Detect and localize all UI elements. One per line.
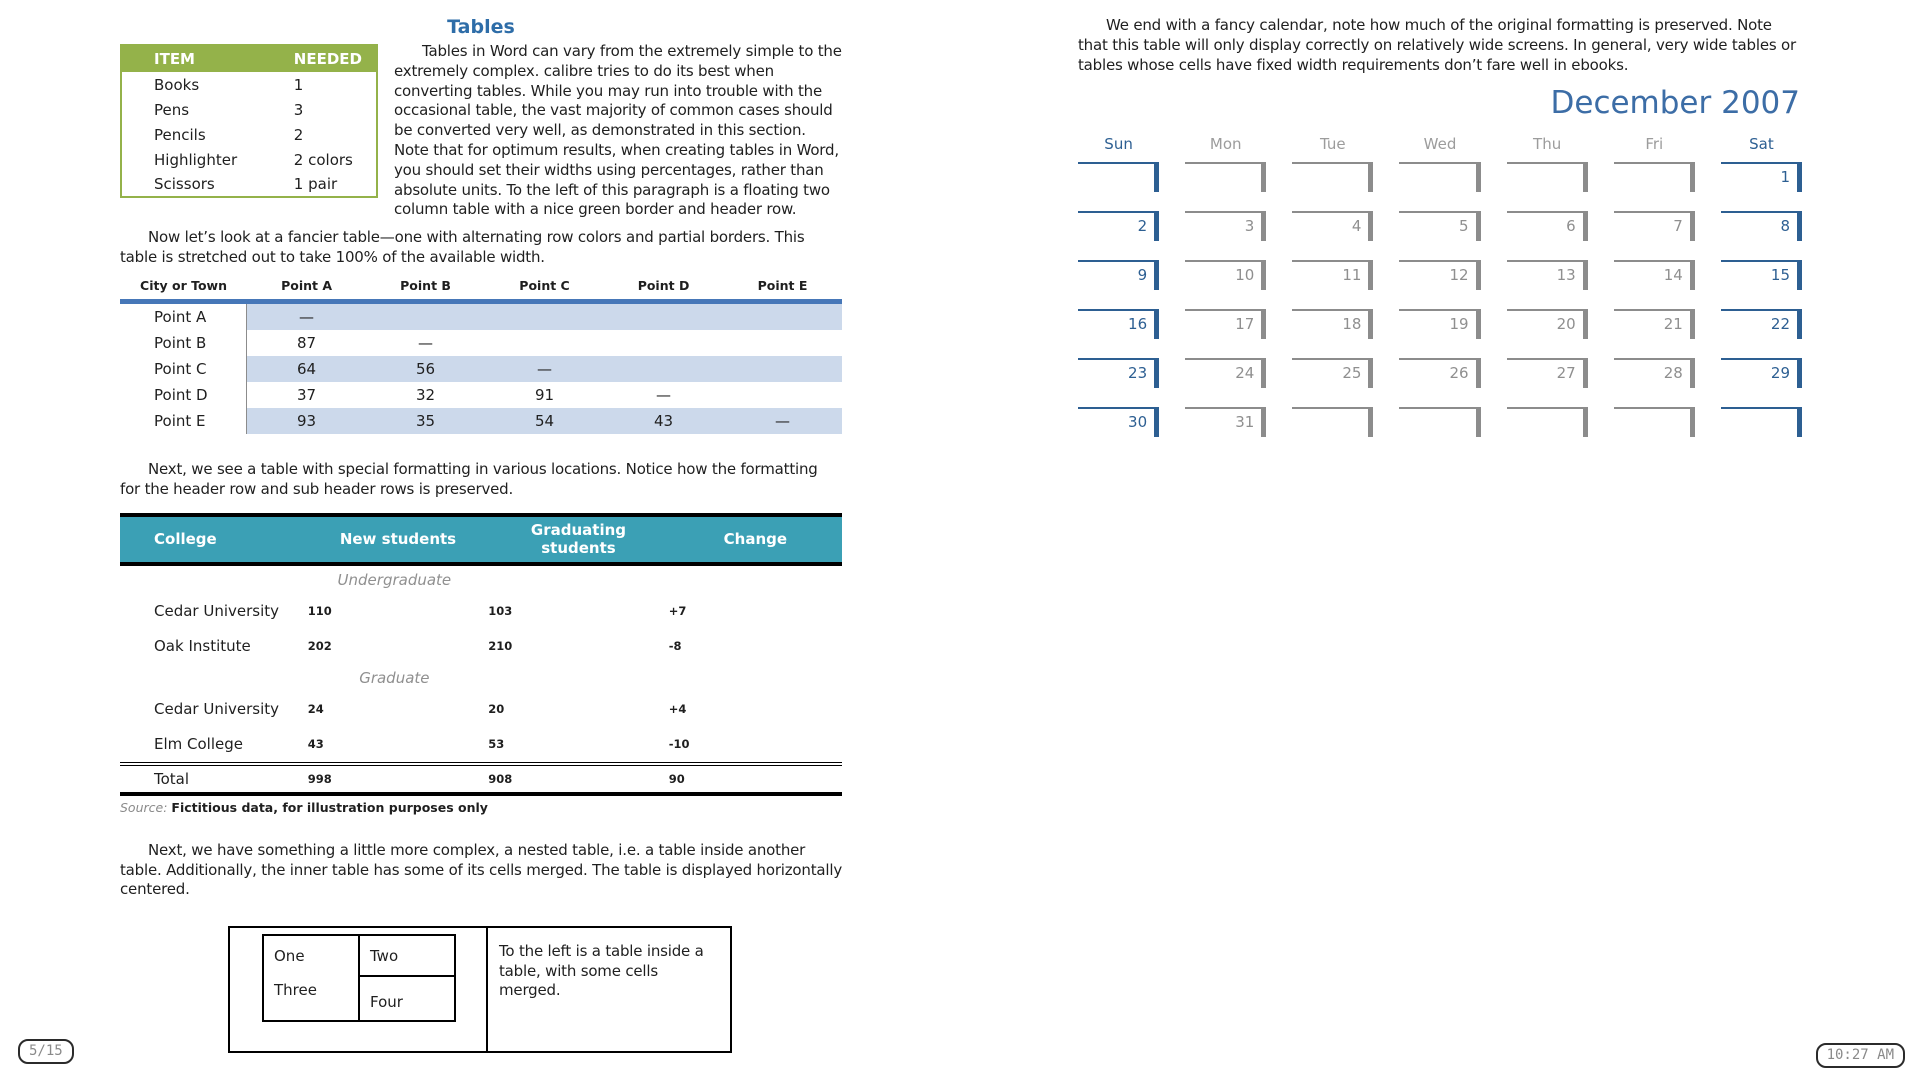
table-row (120, 408, 842, 434)
distance-cell (723, 382, 842, 408)
column-header: Point D (637, 277, 690, 293)
distance-cell (723, 356, 842, 382)
distance-table-header (120, 278, 842, 304)
table-row (121, 122, 377, 147)
distance-cell (485, 304, 604, 330)
distance-cell: 54 (485, 408, 604, 434)
calendar-day-cell (1614, 162, 1695, 190)
calendar-day-cell: 18 (1292, 309, 1373, 337)
distance-cell (366, 304, 485, 330)
college-table (120, 513, 842, 815)
distance-cell (723, 330, 842, 356)
item-cell: Pens (154, 100, 190, 119)
row-label: Point B (120, 330, 247, 356)
calendar-day-cell: 15 (1721, 260, 1802, 288)
table-row (120, 382, 842, 408)
calendar-day-cell (1292, 407, 1373, 435)
distance-cell: — (247, 304, 366, 330)
supplies-header-needed: NEEDED (262, 45, 377, 72)
table-header-row (121, 45, 377, 72)
item-cell: Scissors (154, 175, 215, 193)
calendar-day-cell (1185, 162, 1266, 190)
calendar-day-cell (1292, 162, 1373, 190)
right-page-column (1078, 16, 1802, 456)
calendar-day-cell (1721, 407, 1802, 435)
table-row (120, 356, 842, 382)
subheader-graduate: Graduate (359, 668, 430, 687)
row-label: Point A (120, 304, 247, 330)
calendar-day-cell: 7 (1614, 211, 1695, 239)
college-name: Cedar University (154, 700, 280, 719)
calendar-day-cell: 24 (1185, 358, 1266, 386)
table-row (120, 629, 842, 664)
distance-cell: 35 (366, 408, 485, 434)
table-row (120, 594, 842, 629)
needed-cell: 2 (293, 125, 304, 144)
total-label: Total (154, 769, 190, 788)
paragraph-tables-intro: Tables in Word can vary from the extremely simple to the extremely complex. calibre tries to do its best when converting tables. While you may run into trouble with the occasional table, the vast majority of common cases should be converted very well, as demonstrated in this section. Note that for optimum results, when creating tables in Word, you should set their widths using percentages, rather than absolute units. To the left of this paragraph is a floating two column table with a nice green border and header row. (394, 42, 842, 219)
supplies-header-item: ITEM (121, 45, 262, 72)
row-label: Point C (120, 356, 247, 382)
calendar-day-cell: 30 (1078, 407, 1159, 435)
college-name: Oak Institute (154, 637, 251, 656)
calendar-day-cell (1507, 162, 1588, 190)
distance-cell (604, 330, 723, 356)
new-students-value: 110 (307, 604, 332, 619)
distance-cell: 37 (297, 385, 317, 404)
distance-cell: 32 (415, 385, 436, 404)
change-value: -8 (668, 639, 682, 654)
college-table-header (120, 513, 842, 566)
calendar-day-cell: 3 (1185, 211, 1266, 239)
column-header: City or Town (140, 277, 227, 293)
column-header: Point C (519, 277, 570, 293)
calendar-day-cell: 17 (1185, 309, 1266, 337)
new-students-value: 202 (307, 639, 332, 654)
calendar-day-cell (1399, 407, 1480, 435)
inner-merged-cell (264, 936, 360, 1020)
paragraph-fancier-table: Now let’s look at a fancier table—one with alternating row colors and partial borders. This table is stretched out to take 100% of the available width. (120, 228, 805, 266)
column-header: Change (723, 529, 788, 548)
nested-outer-left-cell (230, 928, 488, 1051)
calendar-day-cell: 12 (1399, 260, 1480, 288)
distance-cell: 93 (247, 408, 366, 434)
table-row (121, 172, 377, 197)
distance-cell: — (656, 385, 671, 404)
column-header: New students (339, 529, 457, 548)
change-value: +4 (668, 702, 687, 717)
calendar (1078, 135, 1802, 456)
distance-cell: 87 (297, 333, 317, 352)
calendar-day-cell (1078, 162, 1159, 190)
subheader-undergraduate: Undergraduate (337, 570, 452, 589)
calendar-day-cell: 11 (1292, 260, 1373, 288)
calendar-day-cell: 9 (1078, 260, 1159, 288)
paragraph-calendar-intro: We end with a fancy calendar, note how much of the original formatting is preserved. Note that this table will only display correctly on relatively wide screens. In general, very wide tables or tables whose cells have fixed width requirements don’t fare well in ebooks. (1078, 16, 1796, 74)
distance-cell: 91 (534, 385, 555, 404)
column-header: College (154, 529, 217, 548)
change-value: -10 (668, 737, 690, 752)
calendar-day-cell: 21 (1614, 309, 1695, 337)
calendar-day-cell: 23 (1078, 358, 1159, 386)
calendar-day-cell: 28 (1614, 358, 1695, 386)
distance-cell: 56 (366, 356, 485, 382)
distance-cell: — (485, 356, 604, 382)
table-row (120, 692, 842, 727)
college-name: Elm College (154, 735, 243, 754)
nested-inner-table (262, 934, 456, 1022)
distance-cell: — (723, 408, 842, 434)
calendar-title: December 2007 (1550, 85, 1800, 122)
clock-badge: 10:27 AM (1816, 1043, 1905, 1068)
total-new-students: 998 (307, 771, 332, 786)
row-label: Point E (120, 408, 247, 434)
total-row (120, 762, 842, 796)
table-row (120, 330, 842, 356)
source-label: Source: (120, 799, 168, 815)
distance-cell: 64 (247, 356, 366, 382)
inner-cell-two: Two (360, 936, 454, 977)
calendar-day-cell: 2 (1078, 211, 1159, 239)
paragraph-nested-table: Next, we have something a little more complex, a nested table, i.e. a table inside another table. Additionally, the inner table has some of its cells merged. The table is displayed horizontally centered. (120, 840, 842, 899)
graduating-value: 53 (488, 737, 505, 752)
distance-cell (485, 330, 604, 356)
left-page-column (120, 16, 842, 1053)
distance-table (120, 278, 842, 434)
needed-cell: 1 (293, 75, 304, 94)
distance-cell (723, 304, 842, 330)
distance-cell: 43 (604, 408, 723, 434)
graduating-value: 210 (488, 639, 513, 654)
calendar-day-cell (1614, 407, 1695, 435)
column-header: Graduating students (530, 521, 627, 557)
table-row (121, 147, 377, 172)
table-row (121, 97, 377, 122)
college-name: Cedar University (154, 602, 280, 621)
change-value: +7 (668, 604, 687, 619)
day-header-wed: Wed (1423, 135, 1457, 154)
day-header-sun: Sun (1104, 135, 1133, 154)
column-header: Point E (757, 277, 808, 293)
new-students-value: 43 (307, 737, 324, 752)
calendar-day-cell: 22 (1721, 309, 1802, 337)
table-row (120, 727, 842, 762)
calendar-day-cell: 8 (1721, 211, 1802, 239)
calendar-day-cell: 29 (1721, 358, 1802, 386)
calendar-day-cell: 16 (1078, 309, 1159, 337)
source-note (120, 800, 842, 815)
new-students-value: 24 (307, 702, 324, 717)
row-label: Point D (120, 382, 247, 408)
supplies-table (120, 44, 378, 198)
day-header-thu: Thu (1533, 135, 1562, 154)
calendar-day-cell: 5 (1399, 211, 1480, 239)
calendar-day-cell: 14 (1614, 260, 1695, 288)
calendar-day-cell: 20 (1507, 309, 1588, 337)
paragraph-special-formatting: Next, we see a table with special formatting in various locations. Notice how the formatting for the header row and sub header rows is preserved. (120, 459, 818, 498)
inner-cell-one: One (274, 947, 305, 966)
distance-cell (604, 304, 723, 330)
graduating-value: 103 (488, 604, 513, 619)
nested-outer-table (228, 926, 732, 1053)
day-header-mon: Mon (1209, 135, 1242, 154)
calendar-day-cell: 27 (1507, 358, 1588, 386)
inner-right-column (360, 936, 454, 1020)
calendar-day-cell: 26 (1399, 358, 1480, 386)
calendar-day-cell: 4 (1292, 211, 1373, 239)
calendar-day-cell (1399, 162, 1480, 190)
section-heading: Tables (447, 16, 515, 38)
calendar-day-cell: 13 (1507, 260, 1588, 288)
distance-cell (604, 356, 723, 382)
calendar-day-cell (1507, 407, 1588, 435)
day-header-tue: Tue (1320, 135, 1346, 154)
calendar-day-cell: 10 (1185, 260, 1266, 288)
source-text: Fictitious data, for illustration purposes only (171, 799, 488, 815)
day-header-fri: Fri (1645, 135, 1664, 154)
needed-cell: 2 colors (293, 150, 353, 169)
item-cell: Pencils (154, 125, 206, 144)
inner-cell-three: Three (274, 981, 317, 1000)
needed-cell: 1 pair (293, 175, 338, 193)
item-cell: Books (154, 75, 200, 94)
day-header-sat: Sat (1749, 135, 1774, 154)
calendar-day-cell: 25 (1292, 358, 1373, 386)
item-cell: Highlighter (154, 150, 238, 169)
total-graduating: 908 (488, 771, 513, 786)
table-row (121, 72, 377, 97)
distance-cell: — (418, 333, 434, 352)
inner-cell-four: Four (370, 993, 403, 1012)
calendar-day-cell: 6 (1507, 211, 1588, 239)
graduating-value: 20 (488, 702, 505, 717)
calendar-day-cell: 1 (1721, 162, 1802, 190)
nested-caption-cell: To the left is a table inside a table, with some cells merged. (499, 942, 704, 1000)
column-header: Point A (281, 277, 333, 293)
calendar-day-cell: 19 (1399, 309, 1480, 337)
page-indicator[interactable]: 5/15 (18, 1039, 74, 1064)
table-row (120, 304, 842, 330)
column-header: Point B (400, 277, 451, 293)
total-change: 90 (668, 771, 685, 786)
needed-cell: 3 (293, 100, 304, 119)
calendar-day-cell: 31 (1185, 407, 1266, 435)
